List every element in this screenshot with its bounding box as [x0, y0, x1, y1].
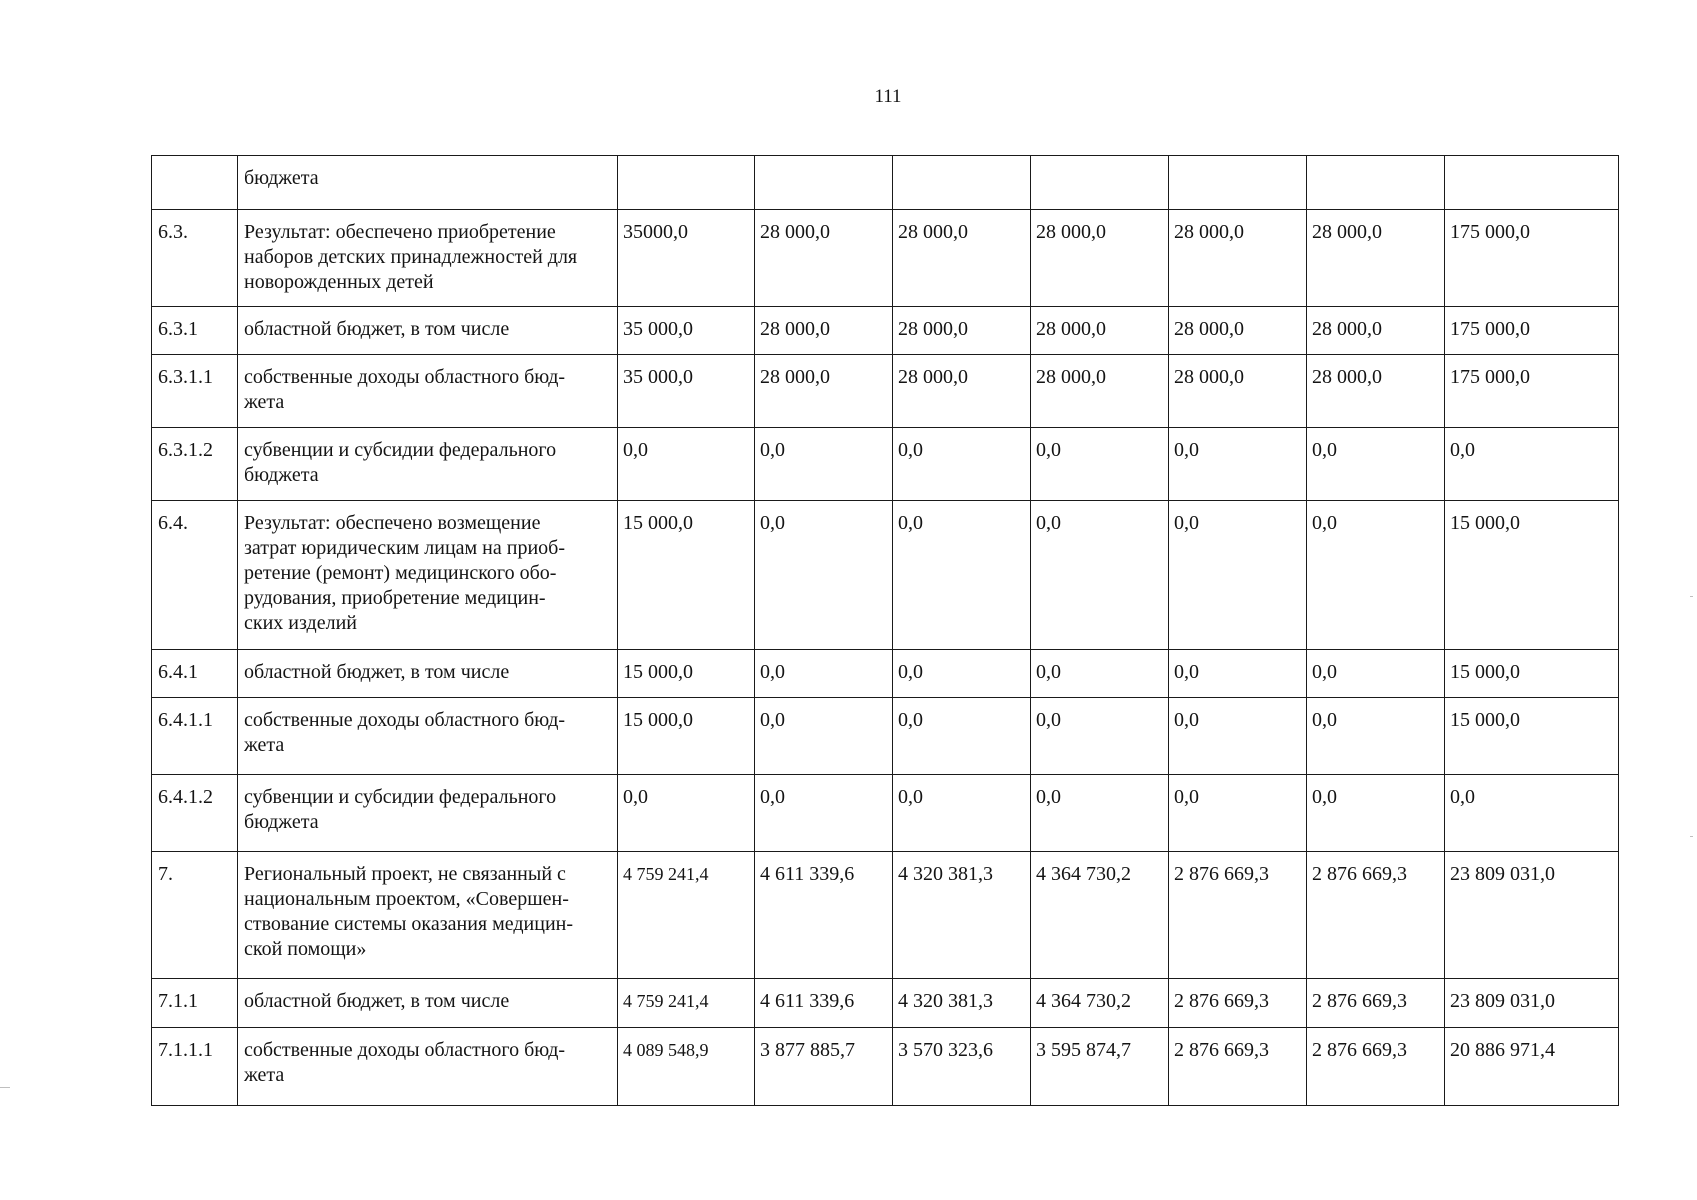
- value-cell: 2 876 669,3: [1169, 852, 1307, 979]
- row-code: 6.3.1.1: [152, 355, 238, 428]
- row-code: 6.4.1.1: [152, 698, 238, 775]
- value-cell: 28 000,0: [1031, 210, 1169, 307]
- description-line: ствование системы оказания медицин-: [244, 913, 574, 935]
- table-row: [152, 355, 1619, 428]
- scan-edge-mark: [1690, 596, 1693, 597]
- value-cell: 0,0: [893, 501, 1031, 650]
- value-cell: 15 000,0: [1445, 650, 1619, 698]
- description-line: ских изделий: [244, 612, 357, 634]
- value-cell: 20 886 971,4: [1445, 1028, 1619, 1106]
- value-cell: 0,0: [893, 775, 1031, 852]
- row-code: [152, 156, 238, 210]
- value-cell: 0,0: [618, 428, 755, 501]
- value-cell: 23 809 031,0: [1445, 979, 1619, 1028]
- row-description: [238, 355, 618, 428]
- value-cell: 2 876 669,3: [1169, 1028, 1307, 1106]
- value-cell: 0,0: [1031, 775, 1169, 852]
- value-cell: 0,0: [1031, 698, 1169, 775]
- value-cell: 4 759 241,4: [618, 852, 755, 979]
- value-cell: 15 000,0: [1445, 698, 1619, 775]
- value-cell: 15 000,0: [1445, 501, 1619, 650]
- description-line: собственные доходы областного бюд-: [244, 709, 566, 731]
- value-cell: 0,0: [893, 650, 1031, 698]
- value-cell: 3 570 323,6: [893, 1028, 1031, 1106]
- value-cell: 0,0: [618, 775, 755, 852]
- description-line: субвенции и субсидии федерального: [244, 786, 557, 808]
- value-cell: 0,0: [1307, 650, 1445, 698]
- description-line: жета: [244, 734, 285, 756]
- value-cell: [893, 156, 1031, 210]
- value-cell: 0,0: [1169, 775, 1307, 852]
- table-row: [152, 852, 1619, 979]
- value-cell: 28 000,0: [1031, 355, 1169, 428]
- value-cell: 0,0: [1169, 698, 1307, 775]
- row-description: [238, 1028, 618, 1106]
- table-row: [152, 979, 1619, 1028]
- budget-table: [151, 155, 1619, 1106]
- value-cell: 4 611 339,6: [755, 852, 893, 979]
- row-code: 6.3.1.2: [152, 428, 238, 501]
- value-cell: 175 000,0: [1445, 210, 1619, 307]
- value-cell: 0,0: [1307, 775, 1445, 852]
- description-line: собственные доходы областного бюд-: [244, 366, 566, 388]
- value-cell: 2 876 669,3: [1307, 1028, 1445, 1106]
- description-line: затрат юридическим лицам на приоб-: [244, 537, 565, 559]
- value-cell: 4 611 339,6: [755, 979, 893, 1028]
- value-cell: 0,0: [1307, 501, 1445, 650]
- scan-edge-mark: [1690, 836, 1693, 837]
- table-row: [152, 775, 1619, 852]
- description-line: жета: [244, 391, 285, 413]
- value-cell: 4 089 548,9: [618, 1028, 755, 1106]
- description-line: Региональный проект, не связанный с: [244, 863, 566, 885]
- table-row: [152, 698, 1619, 775]
- value-cell: 4 759 241,4: [618, 979, 755, 1028]
- value-cell: 0,0: [1169, 428, 1307, 501]
- value-cell: 15 000,0: [618, 698, 755, 775]
- row-code: 6.3.1: [152, 307, 238, 355]
- value-cell: 28 000,0: [1307, 307, 1445, 355]
- value-cell: 15 000,0: [618, 501, 755, 650]
- value-cell: 2 876 669,3: [1169, 979, 1307, 1028]
- description-line: национальным проектом, «Совершен-: [244, 888, 569, 910]
- value-cell: 0,0: [893, 698, 1031, 775]
- value-cell: 0,0: [1169, 650, 1307, 698]
- description-line: рудования, приобретение медицин-: [244, 587, 546, 609]
- description-line: бюджета: [244, 811, 319, 833]
- scan-edge-mark: [0, 1087, 10, 1088]
- value-cell: 28 000,0: [893, 307, 1031, 355]
- description-line: областной бюджет, в том числе: [244, 661, 510, 683]
- value-cell: 28 000,0: [893, 210, 1031, 307]
- row-code: 6.4.1.2: [152, 775, 238, 852]
- row-description: [238, 428, 618, 501]
- row-description: [238, 852, 618, 979]
- row-code: 6.4.: [152, 501, 238, 650]
- description-line: Результат: обеспечено приобретение: [244, 221, 556, 243]
- row-code: 7.1.1.1: [152, 1028, 238, 1106]
- value-cell: 35 000,0: [618, 307, 755, 355]
- table-row: [152, 1028, 1619, 1106]
- row-description: [238, 698, 618, 775]
- value-cell: 4 364 730,2: [1031, 852, 1169, 979]
- page-number: 111: [874, 86, 902, 107]
- description-line: наборов детских принадлежностей для: [244, 246, 578, 268]
- value-cell: 0,0: [755, 650, 893, 698]
- row-code: 6.4.1: [152, 650, 238, 698]
- value-cell: 0,0: [1445, 428, 1619, 501]
- value-cell: 28 000,0: [1307, 355, 1445, 428]
- value-cell: 4 364 730,2: [1031, 979, 1169, 1028]
- value-cell: 0,0: [1307, 428, 1445, 501]
- description-line: бюджета: [244, 464, 319, 486]
- row-description: [238, 156, 618, 210]
- value-cell: 2 876 669,3: [1307, 979, 1445, 1028]
- description-line: областной бюджет, в том числе: [244, 318, 510, 340]
- row-description: [238, 979, 618, 1028]
- value-cell: 28 000,0: [755, 210, 893, 307]
- value-cell: [1169, 156, 1307, 210]
- row-description: [238, 307, 618, 355]
- value-cell: 175 000,0: [1445, 355, 1619, 428]
- value-cell: [1307, 156, 1445, 210]
- value-cell: 28 000,0: [1169, 210, 1307, 307]
- value-cell: 0,0: [1031, 501, 1169, 650]
- row-code: 6.3.: [152, 210, 238, 307]
- value-cell: 0,0: [1031, 650, 1169, 698]
- table-row: [152, 210, 1619, 307]
- value-cell: 28 000,0: [1031, 307, 1169, 355]
- value-cell: [618, 156, 755, 210]
- value-cell: 175 000,0: [1445, 307, 1619, 355]
- row-description: [238, 650, 618, 698]
- row-code: 7.1.1: [152, 979, 238, 1028]
- description-line: собственные доходы областного бюд-: [244, 1039, 566, 1061]
- value-cell: 0,0: [755, 698, 893, 775]
- table-row: [152, 501, 1619, 650]
- value-cell: 28 000,0: [1169, 307, 1307, 355]
- value-cell: 0,0: [755, 775, 893, 852]
- value-cell: 4 320 381,3: [893, 852, 1031, 979]
- description-line: бюджета: [244, 167, 319, 189]
- value-cell: 4 320 381,3: [893, 979, 1031, 1028]
- description-line: ской помощи»: [244, 938, 367, 960]
- value-cell: 0,0: [1169, 501, 1307, 650]
- description-line: новорожденных детей: [244, 271, 434, 293]
- value-cell: [755, 156, 893, 210]
- table-body: [152, 156, 1619, 1106]
- value-cell: 0,0: [755, 501, 893, 650]
- description-line: ретение (ремонт) медицинского обо-: [244, 562, 557, 584]
- value-cell: 2 876 669,3: [1307, 852, 1445, 979]
- value-cell: 28 000,0: [755, 307, 893, 355]
- value-cell: 23 809 031,0: [1445, 852, 1619, 979]
- table-row: [152, 307, 1619, 355]
- description-line: Результат: обеспечено возмещение: [244, 512, 541, 534]
- value-cell: 0,0: [1445, 775, 1619, 852]
- value-cell: 35 000,0: [618, 355, 755, 428]
- value-cell: 35000,0: [618, 210, 755, 307]
- value-cell: 0,0: [755, 428, 893, 501]
- value-cell: 0,0: [893, 428, 1031, 501]
- table-row: [152, 156, 1619, 210]
- description-line: областной бюджет, в том числе: [244, 990, 510, 1012]
- row-description: [238, 501, 618, 650]
- table-row: [152, 428, 1619, 501]
- description-line: субвенции и субсидии федерального: [244, 439, 557, 461]
- value-cell: 28 000,0: [755, 355, 893, 428]
- value-cell: 0,0: [1307, 698, 1445, 775]
- table-row: [152, 650, 1619, 698]
- value-cell: 0,0: [1031, 428, 1169, 501]
- description-line: жета: [244, 1064, 285, 1086]
- value-cell: 15 000,0: [618, 650, 755, 698]
- value-cell: [1445, 156, 1619, 210]
- value-cell: 3 595 874,7: [1031, 1028, 1169, 1106]
- value-cell: [1031, 156, 1169, 210]
- value-cell: 28 000,0: [1169, 355, 1307, 428]
- row-description: [238, 775, 618, 852]
- value-cell: 28 000,0: [1307, 210, 1445, 307]
- row-code: 7.: [152, 852, 238, 979]
- row-description: [238, 210, 618, 307]
- value-cell: 28 000,0: [893, 355, 1031, 428]
- value-cell: 3 877 885,7: [755, 1028, 893, 1106]
